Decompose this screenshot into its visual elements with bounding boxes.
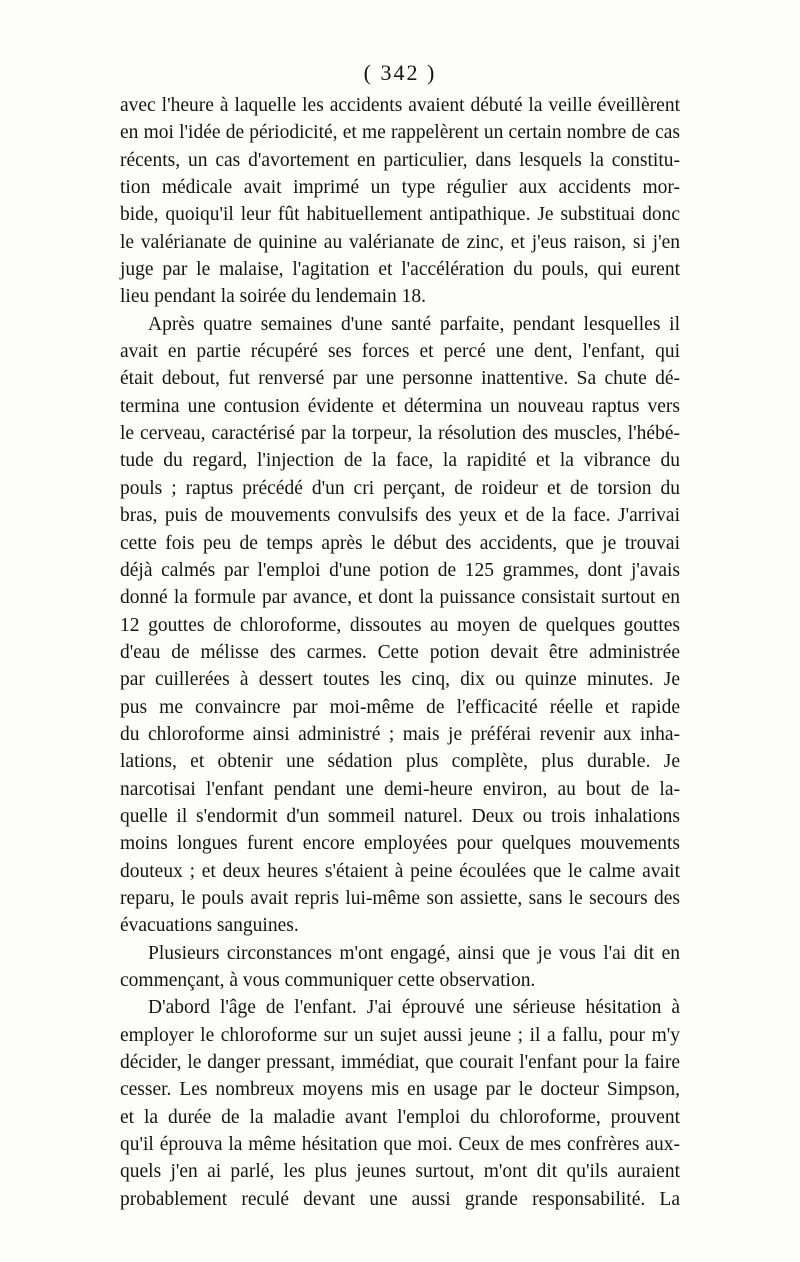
text-line: le valérianate de quinine au valérianate de zinc, et j'eus raison, si j'en [120,231,680,253]
text-line: tude du regard, l'injection de la face, la rapidité et la vibrance du [120,450,680,472]
text-line: et la durée de la maladie avant l'emploi du chloroforme, prouvent [120,1106,680,1128]
text-line: termina une contusion évidente et détermina un nouveau raptus vers [120,395,680,417]
text-line: décider, le danger pressant, immédiat, que courait l'enfant pour la faire [120,1052,680,1074]
text-line: moins longues furent encore employées pour quelques mouvements [120,833,680,855]
text-line: Après quatre semaines d'une santé parfaite, pendant lesquelles il [148,313,680,335]
page-number: ( 342 ) [363,60,437,85]
text-line: bide, quoiqu'il leur fût habituellement antipathique. Je substituai donc [120,204,680,226]
text-line: en moi l'idée de périodicité, et me rappelèrent un certain nombre de cas [120,122,680,144]
body-text [120,92,680,1213]
text-line: 12 gouttes de chloroforme, dissoutes au moyen de quelques gouttes [120,614,680,636]
text-line: avec l'heure à laquelle les accidents avaient débuté la veille éveillèrent [120,95,680,116]
text-line: douteux ; et deux heures s'étaient à peine écoulées que le calme avait [120,860,680,882]
text-line: était debout, fut renversé par une personne inattentive. Sa chute dé- [120,368,680,390]
text-line: probablement reculé devant une aussi grande responsabilité. La [120,1188,680,1210]
text-line: par cuillerées à dessert toutes les cinq, dix ou quinze minutes. Je [120,669,680,691]
text-line: lieu pendant la soirée du lendemain 18. [120,286,426,308]
text-line: qu'il éprouva la même hésitation que moi. Ceux de mes confrères aux- [120,1134,680,1156]
text-line: quelle il s'endormit d'un sommeil naturel. Deux ou trois inhalations [120,805,680,827]
text-line: le cerveau, caractérisé par la torpeur, la résolution des muscles, l'hébé- [120,423,680,445]
text-line: narcotisai l'enfant pendant une demi-heure environ, au bout de la- [120,778,680,800]
text-line: du chloroforme ainsi administré ; mais je préférai revenir aux inha- [120,723,680,745]
text-line: employer le chloroforme sur un sujet aussi jeune ; il a fallu, pour m'y [120,1024,680,1046]
text-line: tion médicale avait imprimé un type régulier aux accidents mor- [120,177,680,199]
text-line: reparu, le pouls avait repris lui-même son assiette, sans le secours des [120,887,680,909]
text-line: cesser. Les nombreux moyens mis en usage par le docteur Simpson, [120,1079,680,1101]
text-line: bras, puis de mouvements convulsifs des yeux et de la face. J'arrivai [120,505,680,527]
text-line: quels j'en ai parlé, les plus jeunes surtout, m'ont dit qu'ils auraient [120,1161,680,1183]
text-line: donné la formule par avance, et dont la puissance consistait surtout en [120,587,680,609]
text-line: récents, un cas d'avortement en particulier, dans lesquels la constitu- [120,149,680,171]
text-line: cette fois peu de temps après le début des accidents, que je trouvai [120,532,680,554]
text-line: d'eau de mélisse des carmes. Cette potion devait être administrée [120,641,680,663]
text-line: pus me convaincre par moi-même de l'efficacité réelle et rapide [120,696,680,718]
text-line: pouls ; raptus précédé d'un cri perçant, de roideur et de torsion du [120,477,680,499]
text-line: commençant, à vous communiquer cette observation. [120,970,536,991]
text-line: déjà calmés par l'emploi d'une potion de 125 grammes, dont j'avais [120,559,680,581]
text-line: lations, et obtenir une sédation plus complète, plus durable. Je [120,751,680,773]
text-line: avait en partie récupéré ses forces et percé une dent, l'enfant, qui [120,341,680,363]
text-line: juge par le malaise, l'agitation et l'accélération du pouls, qui eurent [120,259,680,281]
text-line: Plusieurs circonstances m'ont engagé, ainsi que je vous l'ai dit en [148,942,680,964]
text-line: D'abord l'âge de l'enfant. J'ai éprouvé une sérieuse hésitation à [148,997,680,1019]
text-line: évacuations sanguines. [120,915,299,937]
